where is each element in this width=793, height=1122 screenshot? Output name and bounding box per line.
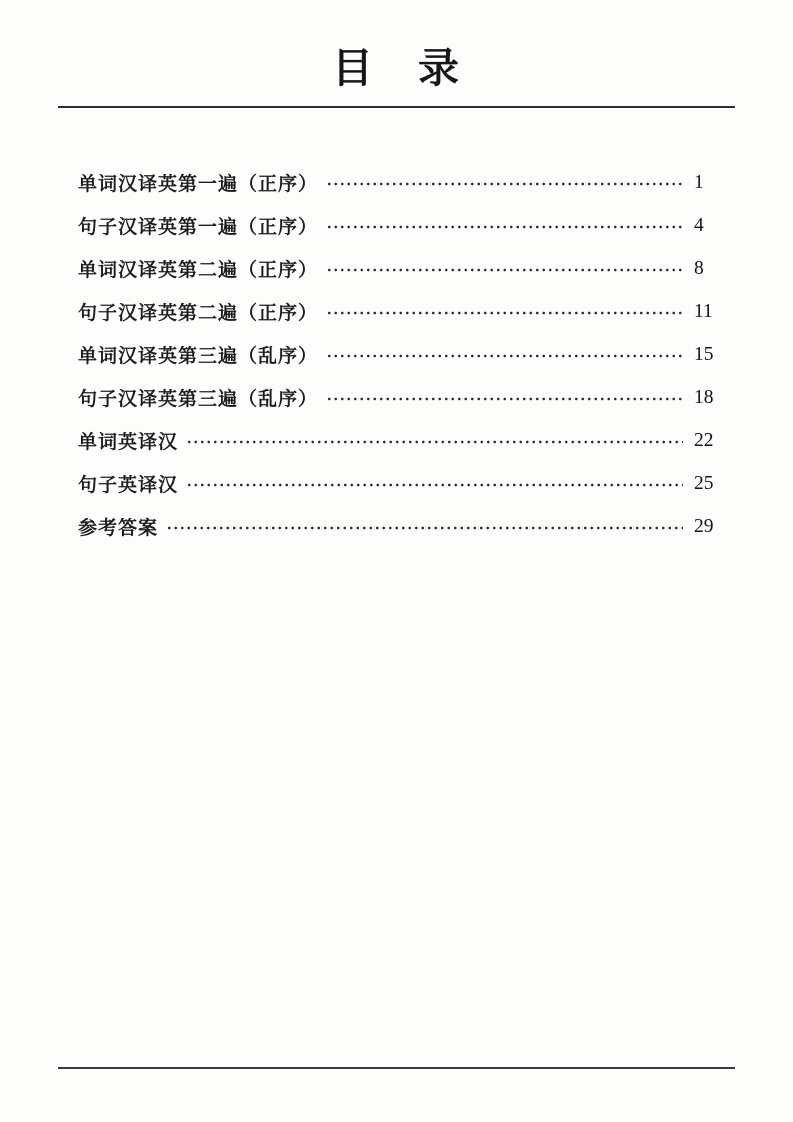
toc-entry (78, 462, 720, 505)
toc-entry-page-number: 29 (694, 515, 714, 537)
toc-entry-label: 句子英译汉 (78, 475, 179, 496)
toc-entry-label: 句子汉译英第三遍（乱序） (78, 389, 319, 410)
dotted-leader (326, 306, 683, 320)
toc-entry-label: 句子汉译英第二遍（正序） (78, 303, 319, 324)
footer-rule (58, 1067, 735, 1069)
toc-entry-label: 单词英译汉 (78, 432, 179, 453)
dotted-leader (186, 478, 683, 492)
toc-entry-label: 单词汉译英第一遍（正序） (78, 174, 319, 195)
toc-list (78, 161, 720, 548)
toc-entry-label: 单词汉译英第二遍（正序） (78, 260, 319, 281)
toc-entry (78, 376, 720, 419)
toc-entry (78, 290, 720, 333)
toc-entry-label: 单词汉译英第三遍（乱序） (78, 346, 319, 367)
toc-entry-label: 参考答案 (78, 518, 159, 539)
dotted-leader (326, 392, 683, 406)
dotted-leader (186, 435, 683, 449)
toc-entry-page-number: 1 (694, 171, 704, 193)
toc-entry-page-number: 4 (694, 214, 704, 236)
toc-entry-page-number: 22 (694, 429, 714, 451)
toc-entry (78, 161, 720, 204)
toc-entry-page-number: 25 (694, 472, 714, 494)
toc-entry (78, 333, 720, 376)
toc-entry-page-number: 11 (694, 300, 713, 322)
title-rule (58, 106, 735, 108)
toc-entry-label: 句子汉译英第一遍（正序） (78, 217, 319, 238)
toc-entry (78, 247, 720, 290)
toc-entry-page-number: 15 (694, 343, 714, 365)
toc-entry (78, 419, 720, 462)
toc-entry (78, 505, 720, 548)
toc-entry-page-number: 18 (694, 386, 714, 408)
toc-entry (78, 204, 720, 247)
page-title: 目 录 (332, 45, 461, 91)
toc-entry-page-number: 8 (694, 257, 704, 279)
dotted-leader (326, 263, 683, 277)
dotted-leader (326, 220, 683, 234)
dotted-leader (166, 521, 683, 535)
dotted-leader (326, 349, 683, 363)
dotted-leader (326, 177, 683, 191)
